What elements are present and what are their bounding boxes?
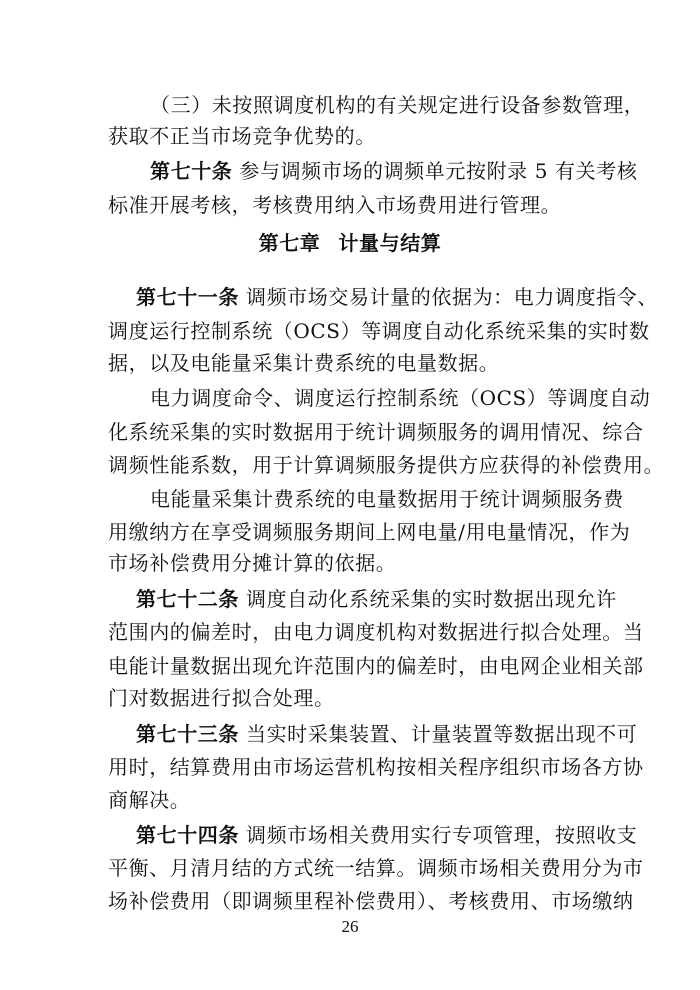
paragraph-line: 电能计量数据出现允许范围内的偏差时，由电网企业相关部 <box>108 654 644 678</box>
article-70-title: 第七十条 <box>150 159 233 183</box>
article-73-title: 第七十三条 <box>136 722 239 746</box>
paragraph-line: 平衡、月清月结的方式统一结算。调频市场相关费用分为市 <box>108 856 644 880</box>
paragraph-line: 调度运行控制系统（OCS）等调度自动化系统采集的实时数 <box>108 319 650 343</box>
paragraph-line: 用时，结算费用由市场运营机构按相关程序组织市场各方协 <box>108 755 644 779</box>
article-72-text: 调度自动化系统采集的实时数据出现允许 <box>245 587 617 611</box>
chapter-title: 计量与结算 <box>338 231 442 255</box>
article-71-title: 第七十一条 <box>136 285 239 309</box>
paragraph-line: 据，以及电能量采集计费系统的电量数据。 <box>108 351 500 375</box>
article-72-title: 第七十二条 <box>136 587 239 611</box>
paragraph-line: 化系统采集的实时数据用于统计调频服务的调用情况、综合 <box>108 420 644 444</box>
paragraph-line: 用缴纳方在享受调频服务期间上网电量/用电量情况，作为 <box>108 520 631 544</box>
article-73-line-1 <box>136 721 637 747</box>
paragraph-line: 门对数据进行拟合处理。 <box>108 686 335 710</box>
paragraph-line: 商解决。 <box>108 788 191 812</box>
paragraph-line: （三）未按照调度机构的有关规定进行设备参数管理， <box>150 93 645 117</box>
paragraph-line: 市场补偿费用分摊计算的依据。 <box>108 551 397 575</box>
chapter-number: 第七章 <box>258 231 321 255</box>
article-74-title: 第七十四条 <box>136 823 239 847</box>
paragraph-line: 电能量采集计费系统的电量数据用于统计调频服务费 <box>150 487 624 511</box>
paragraph-line: 范围内的偏差时，由电力调度机构对数据进行拟合处理。当 <box>108 620 644 644</box>
paragraph-line: 电力调度命令、调度运行控制系统（OCS）等调度自动 <box>150 386 651 410</box>
paragraph-line: 标准开展考核，考核费用纳入市场费用进行管理。 <box>108 193 562 217</box>
chapter-heading <box>0 230 700 256</box>
article-72-line-1 <box>136 586 617 612</box>
article-70-line-1 <box>150 158 637 184</box>
article-73-text: 当实时采集装置、计量装置等数据出现不可 <box>245 722 638 746</box>
paragraph-line: 场补偿费用（即调频里程补偿费用）、考核费用、市场缴纳 <box>108 889 634 913</box>
article-70-text: 参与调频市场的调频单元按附录 5 有关考核 <box>239 159 638 183</box>
article-74-line-1 <box>136 822 637 848</box>
page-number: 26 <box>341 917 359 936</box>
article-74-text: 调频市场相关费用实行专项管理，按照收支 <box>245 823 638 847</box>
article-71-text: 调频市场交易计量的依据为：电力调度指令、 <box>245 285 658 309</box>
article-71-line-1 <box>136 284 658 310</box>
paragraph-line: 调频性能系数，用于计算调频服务提供方应获得的补偿费用。 <box>108 453 665 477</box>
paragraph-line: 获取不正当市场竞争优势的。 <box>108 124 376 148</box>
